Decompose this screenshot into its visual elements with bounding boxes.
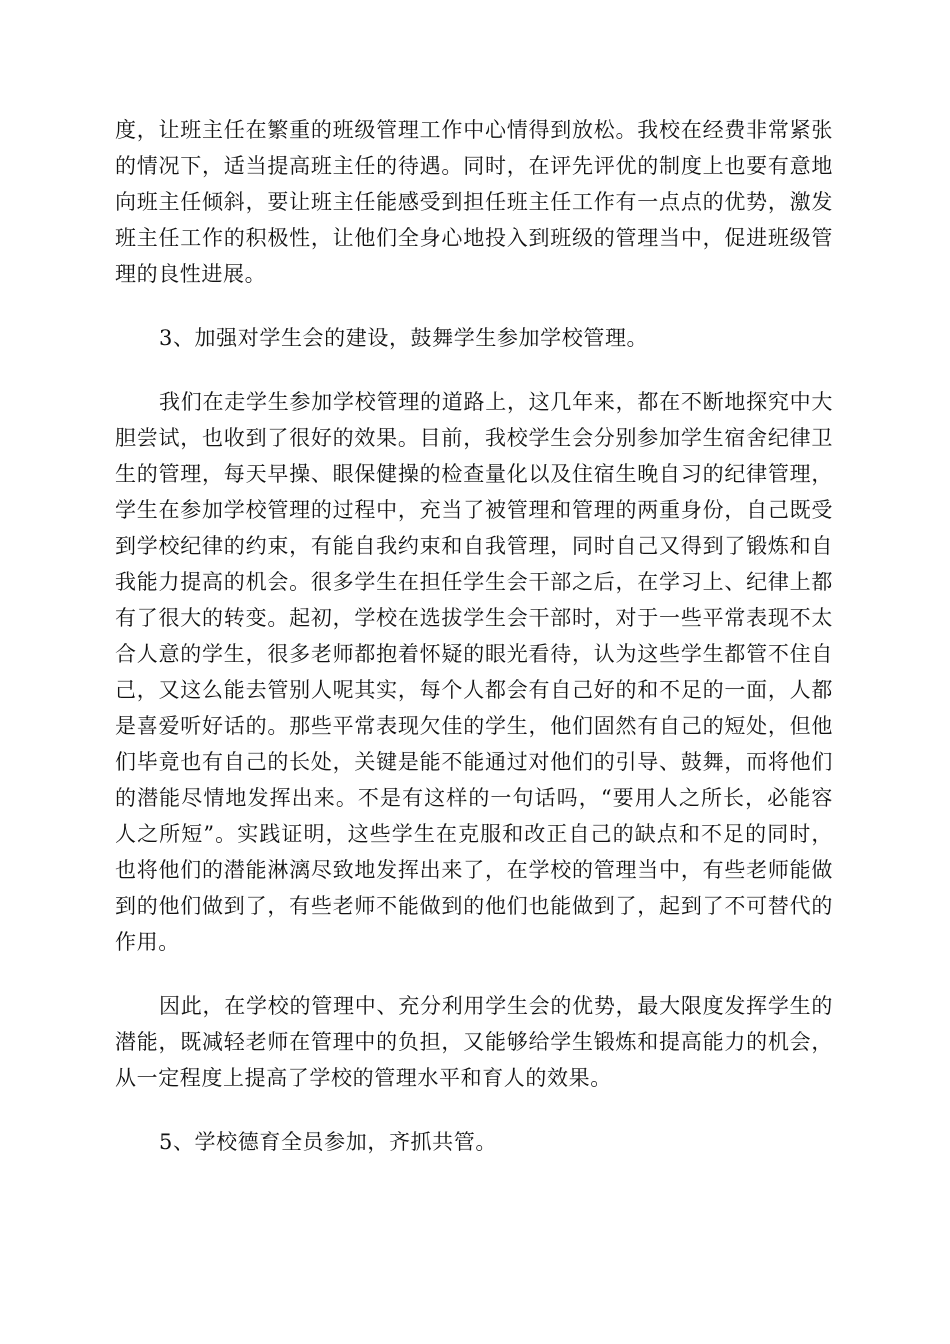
paragraph-student-union: 我们在走学生参加学校管理的道路上，这几年来，都在不断地探究中大胆尝试，也收到了很好的效果。目前，我校学生会分别参加学生宿舍纪律卫生的管理，每天早操、眼保健操的检查量化以及住宿生晚自习的纪律管理，学生在参加学校管理的过程中，充当了被管理和管理的两重身份，自己既受到学校纪律的约束，有能自我约束和自我管理，同时自己又得到了锻炼和自我能力提高的机会。很多学生在担任学生会干部之后，在学习上、纪律上都有了很大的转变。起初，学校在选拔学生会干部时，对于一些平常表现不太合人意的学生，很多老师都抱着怀疑的眼光看待，认为这些学生都管不住自己，又这么能去管别人呢其实，每个人都会有自己好的和不足的一面，人都是喜爱听好话的。那些平常表现欠佳的学生，他们固然有自己的短处，但他们毕竟也有自己的长处，关键是能不能通过对他们的引导、鼓舞，而将他们的潜能尽情地发挥出来。不是有这样的一句话吗，“要用人之所长，必能容人之所短”。实践证明，这些学生在克服和改正自己的缺点和不足的同时，也将他们的潜能淋漓尽致地发挥出来了，在学校的管理当中，有些老师能做到的他们做到了，有些老师不能做到的他们也能做到了，起到了不可替代的作用。 (115, 390, 833, 954)
section-heading-3: 3、加强对学生会的建设，鼓舞学生参加学校管理。 (159, 326, 649, 350)
section-heading-5: 5、学校德育全员参加，齐抓共管。 (159, 1130, 497, 1154)
paragraph-continuation: 度，让班主任在繁重的班级管理工作中心情得到放松。我校在经费非常紧张的情况下，适当提高班主任的待遇。同时，在评先评优的制度上也要有意地向班主任倾斜，要让班主任能感受到担任班主任工作有一点点的优势，激发班主任工作的积极性，让他们全身心地投入到班级的管理当中，促进班级管理的良性进展。 (115, 118, 833, 286)
document-page (115, 112, 833, 1160)
paragraph-conclusion: 因此，在学校的管理中、充分利用学生会的优势，最大限度发挥学生的潜能，既减轻老师在管理中的负担，又能够给学生锻炼和提高能力的机会，从一定程度上提高了学校的管理水平和育人的效果。 (115, 994, 833, 1090)
